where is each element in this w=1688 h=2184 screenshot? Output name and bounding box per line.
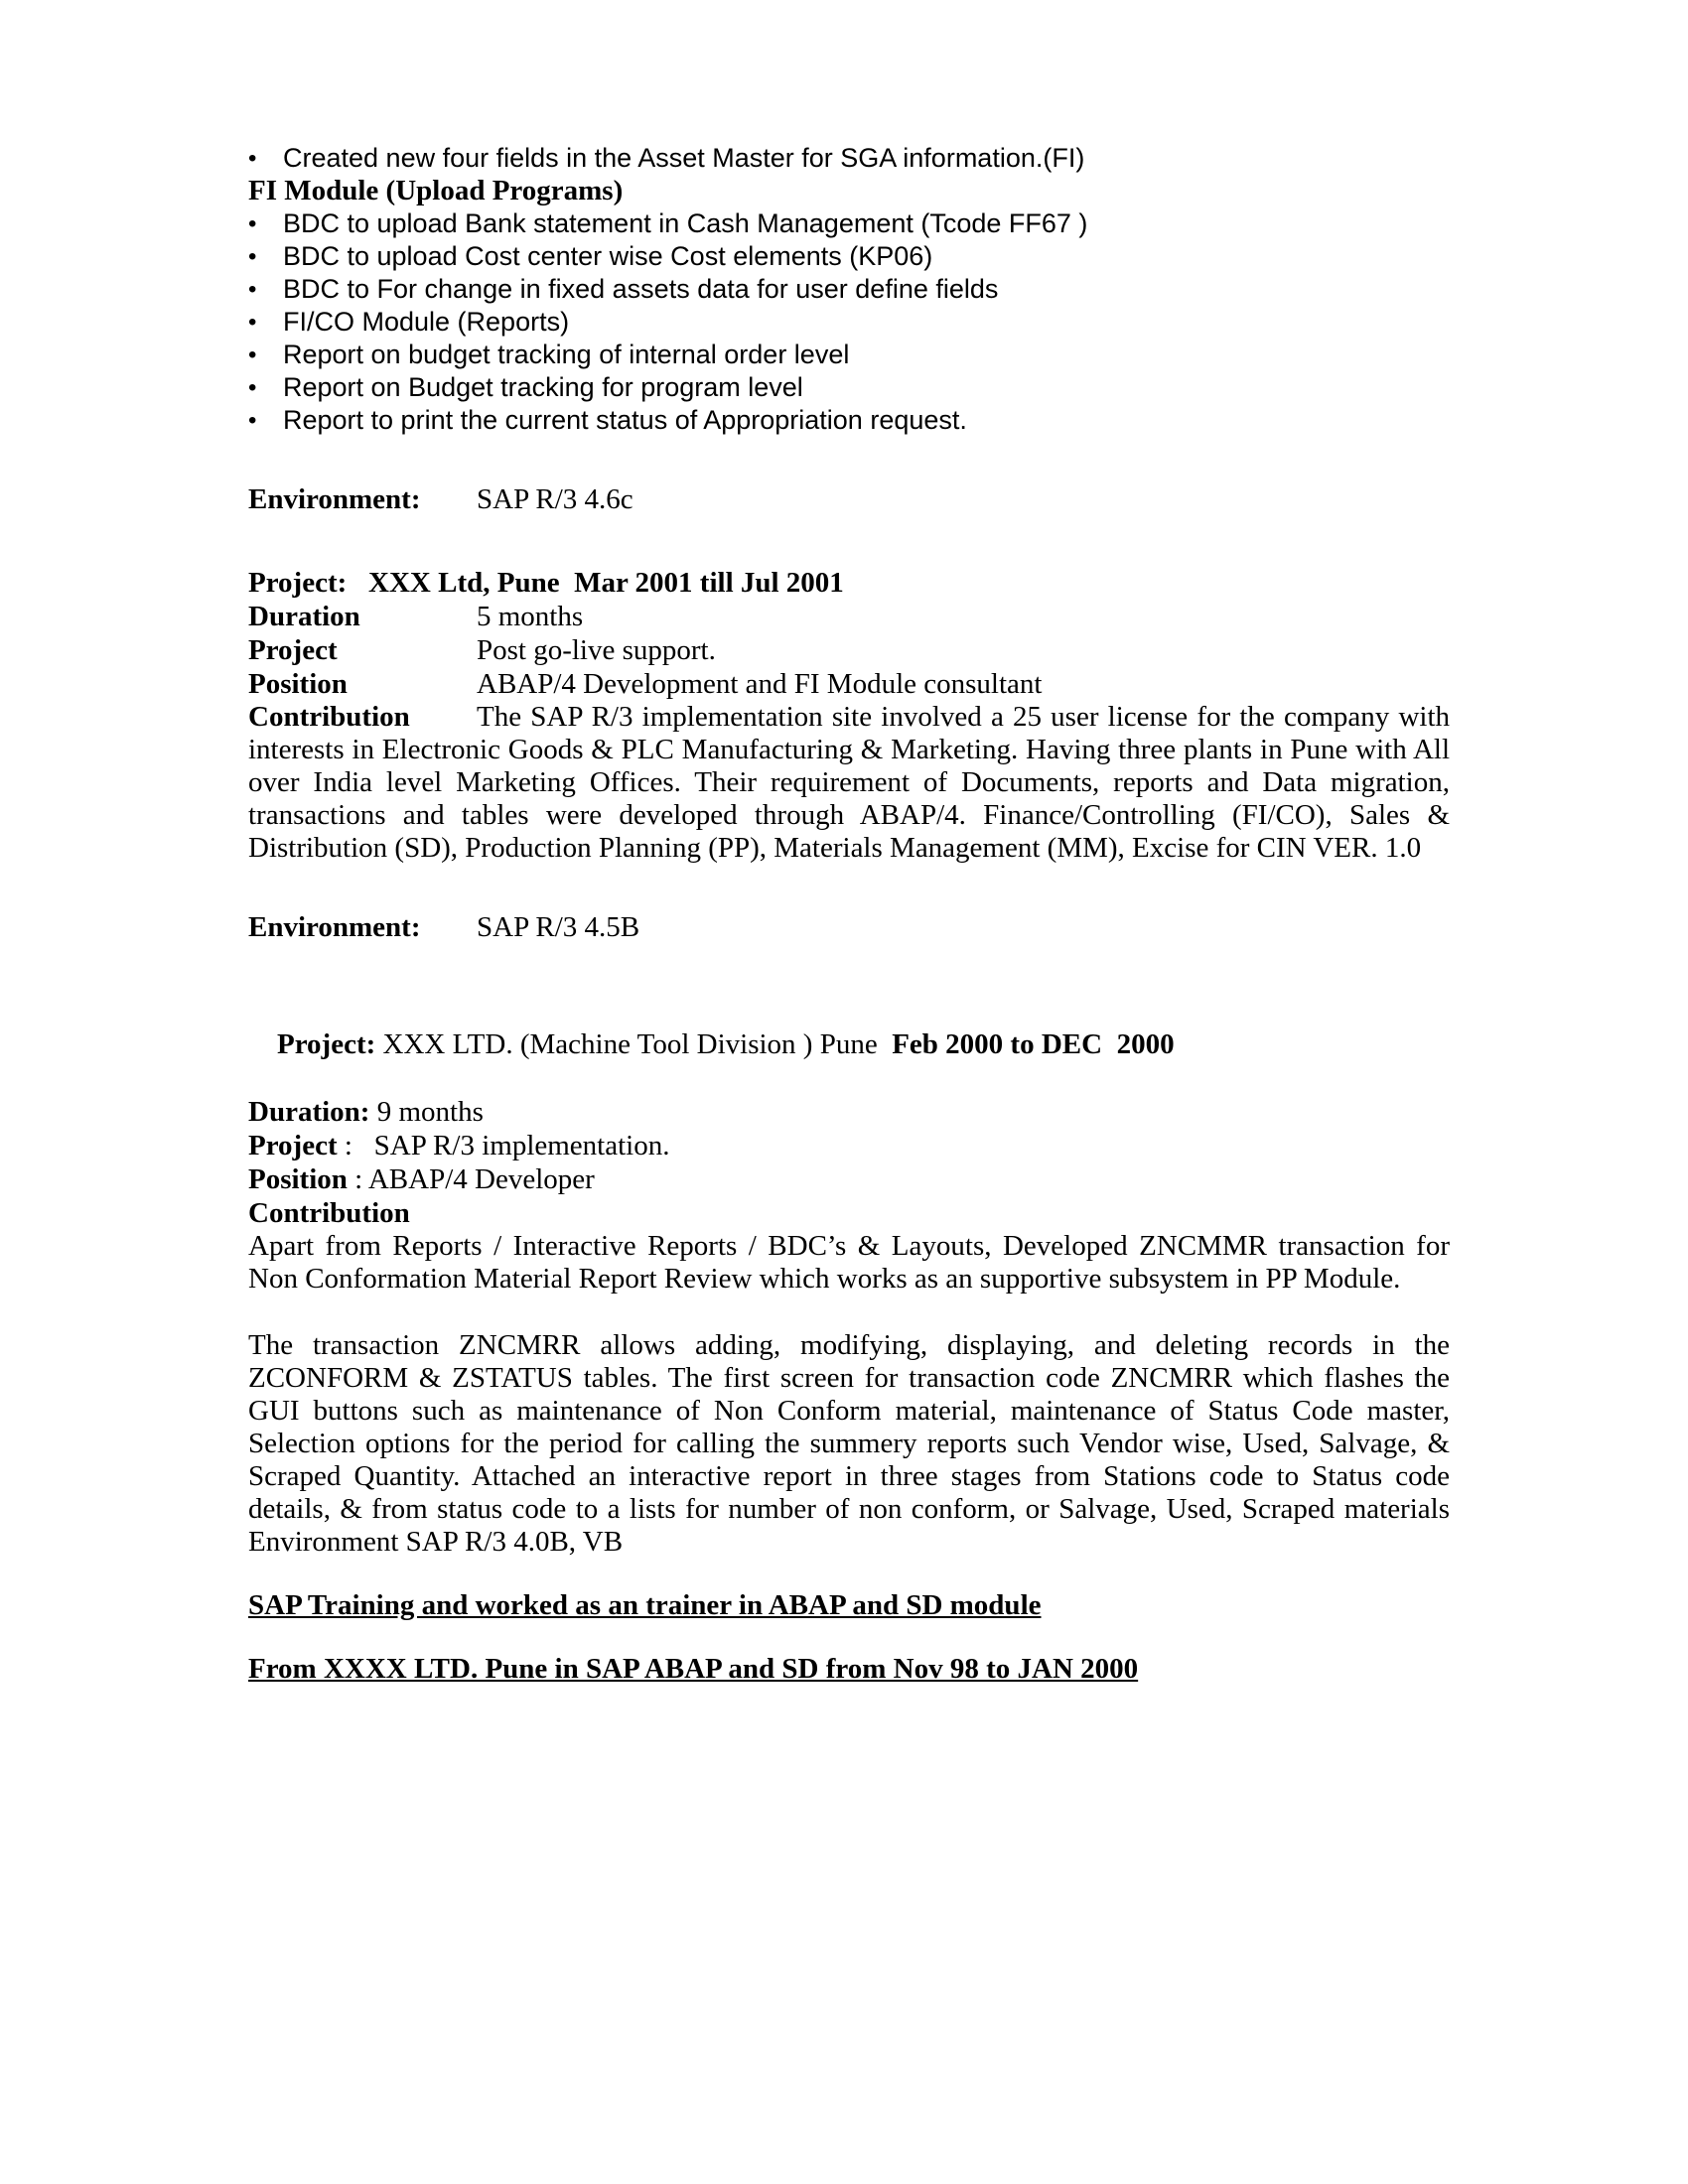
bullet-icon: • [248,341,257,368]
project-label: Project [248,1130,338,1161]
position-label: Position [248,1163,348,1195]
bullet-icon: • [248,309,257,336]
duration-label: Duration [248,601,360,632]
project-row [248,1129,1450,1162]
project-value: : SAP R/3 implementation. [337,1130,670,1161]
list-item [248,240,1450,273]
duration-label: Duration: [248,1096,370,1128]
environment-label: Environment: [248,911,421,943]
bullet-text: BDC to upload Cost center wise Cost elements (KP06) [283,241,933,271]
duration-value: 5 months [477,601,584,632]
project2-heading-dates: Feb 2000 to DEC 2000 [892,1028,1175,1060]
bullet-icon: • [248,145,257,172]
fi-module-heading: FI Module (Upload Programs) [248,175,624,206]
bullet-text: BDC to upload Bank statement in Cash Management (Tcode FF67 ) [283,208,1088,238]
bullet-icon: • [248,276,257,303]
contribution-label: Contribution [248,701,410,733]
list-item [248,207,1450,240]
project-value: Post go-live support. [477,634,716,666]
contribution-paragraph-1: Apart from Reports / Interactive Reports / BDC’s & Layouts, Developed ZNCMMR transaction for Non Conformation Material Report Review which works as an supportive subsystem in PP Module. [248,1230,1450,1295]
environment-value: SAP R/3 4.5B [477,911,640,943]
position-value: : ABAP/4 Developer [347,1163,595,1195]
from-company-heading: From XXXX LTD. Pune in SAP ABAP and SD from Nov 98 to JAN 2000 [248,1653,1139,1685]
project2-heading-label: Project: [277,1028,376,1060]
list-item [248,142,1450,175]
bullet-icon: • [248,374,257,401]
position-row [248,1162,1450,1196]
sap-training-heading: SAP Training and worked as an trainer in ABAP and SD module [248,1589,1042,1621]
environment-row [248,482,1450,516]
project2-heading-mid: XXX LTD. (Machine Tool Division ) Pune [375,1028,893,1060]
top-bullet-list [248,142,1450,175]
bullet-text: BDC to For change in fixed assets data for user define fields [283,274,999,304]
duration-row [248,1095,1450,1129]
contribution-paragraph [248,701,1450,865]
bullet-text: FI/CO Module (Reports) [283,307,570,337]
fi-bullet-list [248,207,1450,437]
environment-label: Environment: [248,483,421,515]
position-value: ABAP/4 Development and FI Module consultant [477,668,1043,700]
bullet-text: Report on budget tracking of internal order level [283,340,850,369]
contribution-paragraph-2: The transaction ZNCMRR allows adding, modifying, displaying, and deleting records in the ZCONFORM & ZSTATUS tables. The first screen for transaction code ZNCMRR which flashes the GUI buttons such as maintenance of Non Conform material, maintenance of Status Code master, Selection options for the period for calling the summery reports such Vendor wise, Used, Salvage, & Scraped Quantity. Attached an interactive report in three stages from Stations code to Status code details, & from status code to a lists for number of non conform, or Salvage, Used, Scraped materials Environment SAP R/3 4.0B, VB [248,1329,1450,1558]
bullet-icon: • [248,243,257,270]
list-item [248,306,1450,339]
list-item [248,371,1450,404]
bullet-text: Report to print the current status of Appropriation request. [283,405,967,435]
environment-value: SAP R/3 4.6c [477,483,633,515]
duration-row [248,600,1450,633]
project-row [248,633,1450,667]
list-item [248,273,1450,306]
contribution-text: The SAP R/3 implementation site involved a 25 user license for the company with interests in Electronic Goods & PLC Manufacturing & Marketing. Having three plants in Pune with All over India level Marketing Offices. Their requirement of Documents, reports and Data migration, transactions and tables were developed through ABAP/4. Finance/Controlling (FI/CO), Sales & Distribution (SD), Production Planning (PP), Materials Management (MM), Excise for CIN VER. 1.0 [248,701,1450,864]
project2-heading [248,994,1450,1095]
contribution-heading: Contribution [248,1197,410,1229]
position-row [248,667,1450,701]
bullet-icon: • [248,210,257,237]
environment-row [248,910,1450,944]
bullet-icon: • [248,407,257,434]
project-label: Project [248,634,338,666]
list-item [248,339,1450,371]
bullet-text: Report on Budget tracking for program level [283,372,803,402]
position-label: Position [248,668,348,700]
duration-value: 9 months [369,1096,484,1128]
list-item [248,404,1450,437]
project1-heading: Project: XXX Ltd, Pune Mar 2001 till Jul 2001 [248,567,844,599]
bullet-text: Created new four fields in the Asset Master for SGA information.(FI) [283,143,1085,173]
